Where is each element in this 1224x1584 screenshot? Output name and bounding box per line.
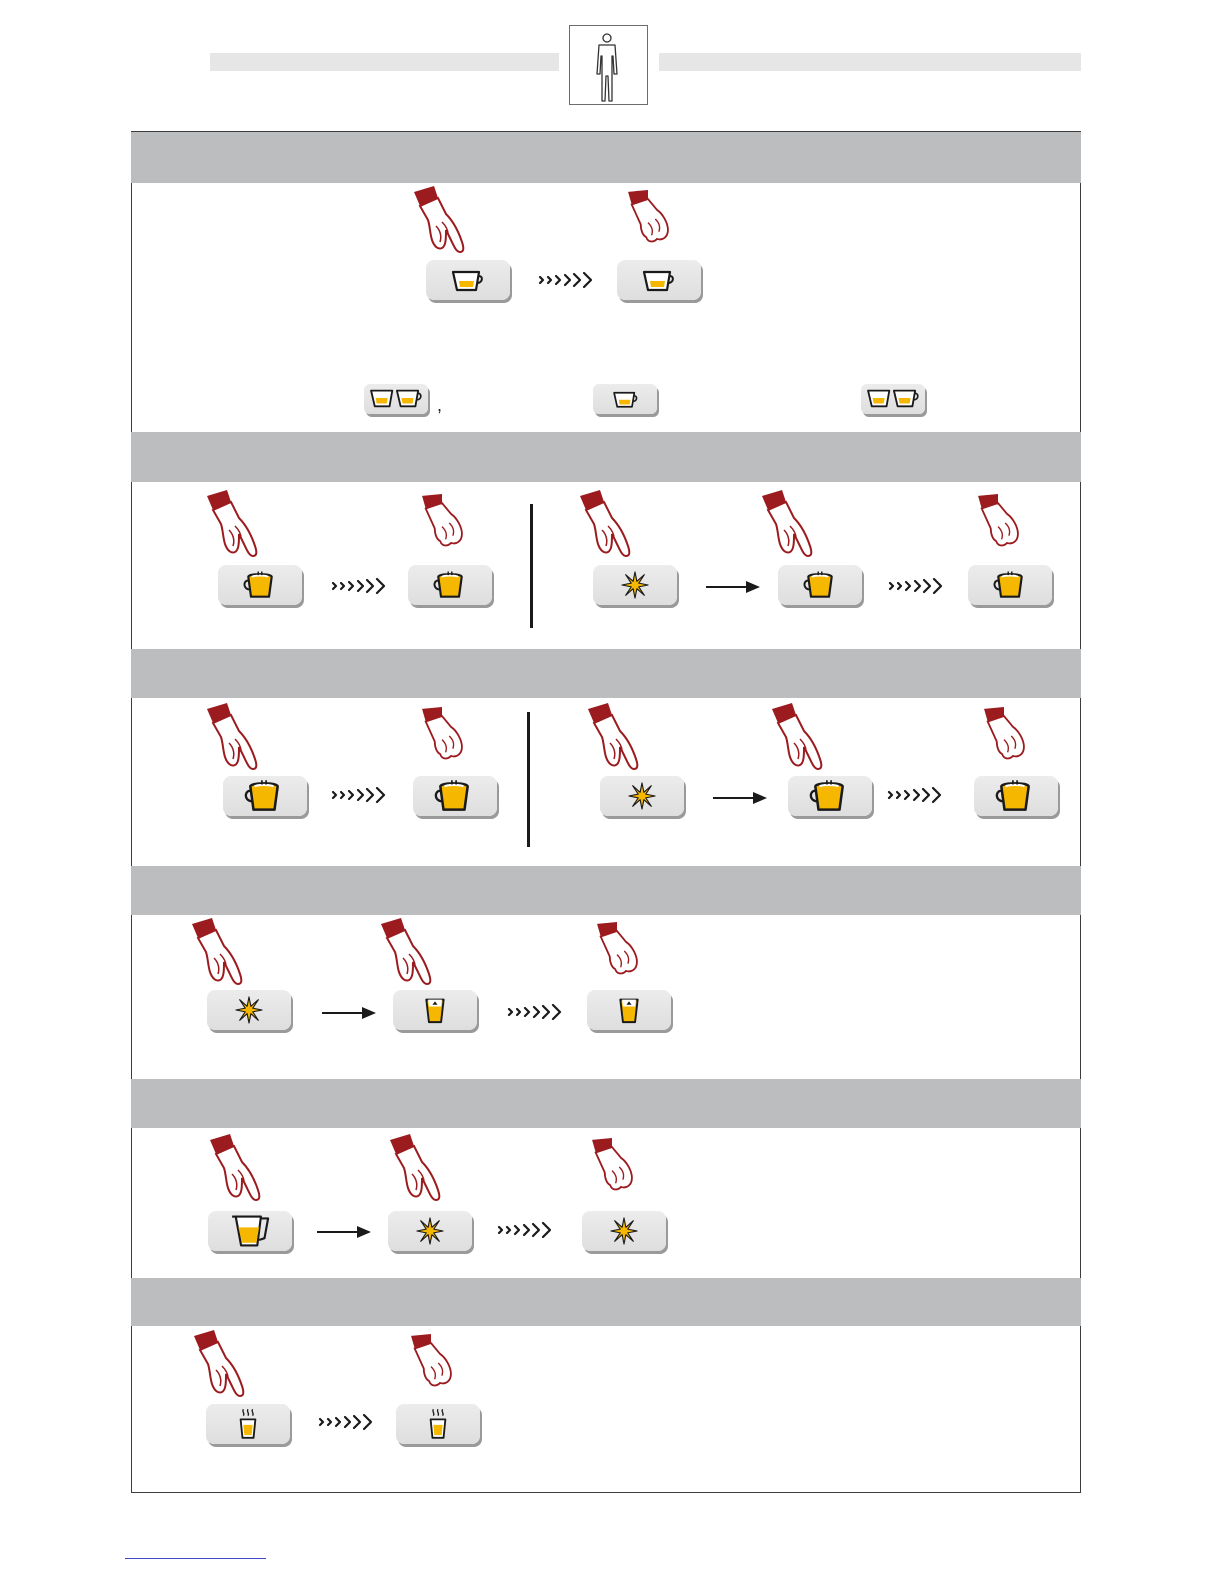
section-band-3 xyxy=(131,649,1081,698)
header-bar-left xyxy=(210,53,559,71)
latte-glass-icon xyxy=(587,990,671,1030)
dotted-arrow-icon xyxy=(331,576,387,596)
cappuccino-button[interactable] xyxy=(408,565,492,605)
hand-pressing-icon xyxy=(388,1134,452,1204)
cappuccino-cup-icon xyxy=(413,776,497,816)
large-cappuccino-button[interactable] xyxy=(223,776,307,816)
hand-pressing-icon xyxy=(379,918,443,988)
cappuccino-cup-icon xyxy=(968,565,1052,605)
latte-button[interactable] xyxy=(393,990,477,1030)
solid-arrow-icon xyxy=(713,790,767,806)
hot-water-button[interactable] xyxy=(396,1404,480,1444)
double-cup-icon xyxy=(861,384,925,414)
person-standing-icon xyxy=(570,26,649,106)
star-button[interactable] xyxy=(388,1211,472,1251)
header-bar-right xyxy=(659,53,1081,71)
milk-jug-icon xyxy=(208,1211,292,1251)
espresso-cup-icon xyxy=(426,260,510,300)
hand-lifted-icon xyxy=(414,707,470,765)
hand-lifted-icon xyxy=(414,494,470,552)
dotted-arrow-icon xyxy=(497,1220,553,1240)
section-band-4 xyxy=(131,866,1081,915)
or-divider xyxy=(527,712,530,847)
star-burst-icon xyxy=(207,990,291,1030)
hand-pressing-icon xyxy=(586,703,650,773)
star-button[interactable] xyxy=(207,990,291,1030)
comma-separator: , xyxy=(437,395,443,415)
hand-pressing-icon xyxy=(760,490,824,560)
espresso-cup-icon xyxy=(593,384,657,414)
hand-pressing-icon xyxy=(205,490,269,560)
milk-jug-button[interactable] xyxy=(208,1211,292,1251)
section-band-1 xyxy=(131,132,1081,183)
espresso-button-small[interactable] xyxy=(593,384,657,414)
star-burst-icon xyxy=(600,776,684,816)
espresso-button[interactable] xyxy=(426,260,510,300)
section-band-6 xyxy=(131,1278,1081,1326)
star-burst-icon xyxy=(388,1211,472,1251)
hand-lifted-icon xyxy=(403,1334,459,1392)
hot-water-button[interactable] xyxy=(206,1404,290,1444)
hand-lifted-icon xyxy=(589,922,645,980)
dotted-arrow-icon xyxy=(331,785,387,805)
latte-button[interactable] xyxy=(587,990,671,1030)
star-burst-icon xyxy=(593,565,677,605)
section-band-5 xyxy=(131,1079,1081,1128)
cappuccino-cup-icon xyxy=(408,565,492,605)
solid-arrow-icon xyxy=(706,579,760,595)
hand-pressing-icon xyxy=(208,1134,272,1204)
star-button[interactable] xyxy=(600,776,684,816)
star-burst-icon xyxy=(582,1211,666,1251)
large-cappuccino-button[interactable] xyxy=(788,776,872,816)
cappuccino-button[interactable] xyxy=(968,565,1052,605)
large-cappuccino-button[interactable] xyxy=(974,776,1058,816)
espresso-button[interactable] xyxy=(617,260,701,300)
solid-arrow-icon xyxy=(317,1224,371,1240)
hand-pressing-icon xyxy=(578,490,642,560)
dotted-arrow-icon xyxy=(887,785,943,805)
hand-lifted-icon xyxy=(970,494,1026,552)
dotted-arrow-icon xyxy=(888,576,944,596)
or-divider xyxy=(530,504,533,628)
hand-lifted-icon xyxy=(584,1138,640,1196)
cappuccino-button[interactable] xyxy=(778,565,862,605)
double-espresso-button[interactable] xyxy=(364,384,428,414)
hand-lifted-icon xyxy=(620,190,676,248)
hot-water-icon xyxy=(206,1404,290,1444)
cappuccino-cup-icon xyxy=(223,776,307,816)
section-band-2 xyxy=(131,432,1081,482)
hand-pressing-icon xyxy=(412,186,476,256)
cappuccino-cup-icon xyxy=(974,776,1058,816)
star-button[interactable] xyxy=(593,565,677,605)
cappuccino-cup-icon xyxy=(778,565,862,605)
person-icon-box xyxy=(569,25,648,105)
hot-water-icon xyxy=(396,1404,480,1444)
large-cappuccino-button[interactable] xyxy=(413,776,497,816)
hand-pressing-icon xyxy=(190,918,254,988)
solid-arrow-icon xyxy=(322,1005,376,1021)
hand-pressing-icon xyxy=(205,703,269,773)
latte-glass-icon xyxy=(393,990,477,1030)
double-espresso-button[interactable] xyxy=(861,384,925,414)
espresso-cup-icon xyxy=(617,260,701,300)
dotted-arrow-icon xyxy=(538,270,594,290)
double-cup-icon xyxy=(364,384,428,414)
cappuccino-cup-icon xyxy=(788,776,872,816)
hand-pressing-icon xyxy=(192,1330,256,1400)
dotted-arrow-icon xyxy=(318,1412,374,1432)
cappuccino-cup-icon xyxy=(218,565,302,605)
star-button[interactable] xyxy=(582,1211,666,1251)
cappuccino-button[interactable] xyxy=(218,565,302,605)
dotted-arrow-icon xyxy=(507,1002,563,1022)
hand-pressing-icon xyxy=(770,703,834,773)
footer-link-underline xyxy=(125,1558,266,1559)
hand-lifted-icon xyxy=(976,707,1032,765)
